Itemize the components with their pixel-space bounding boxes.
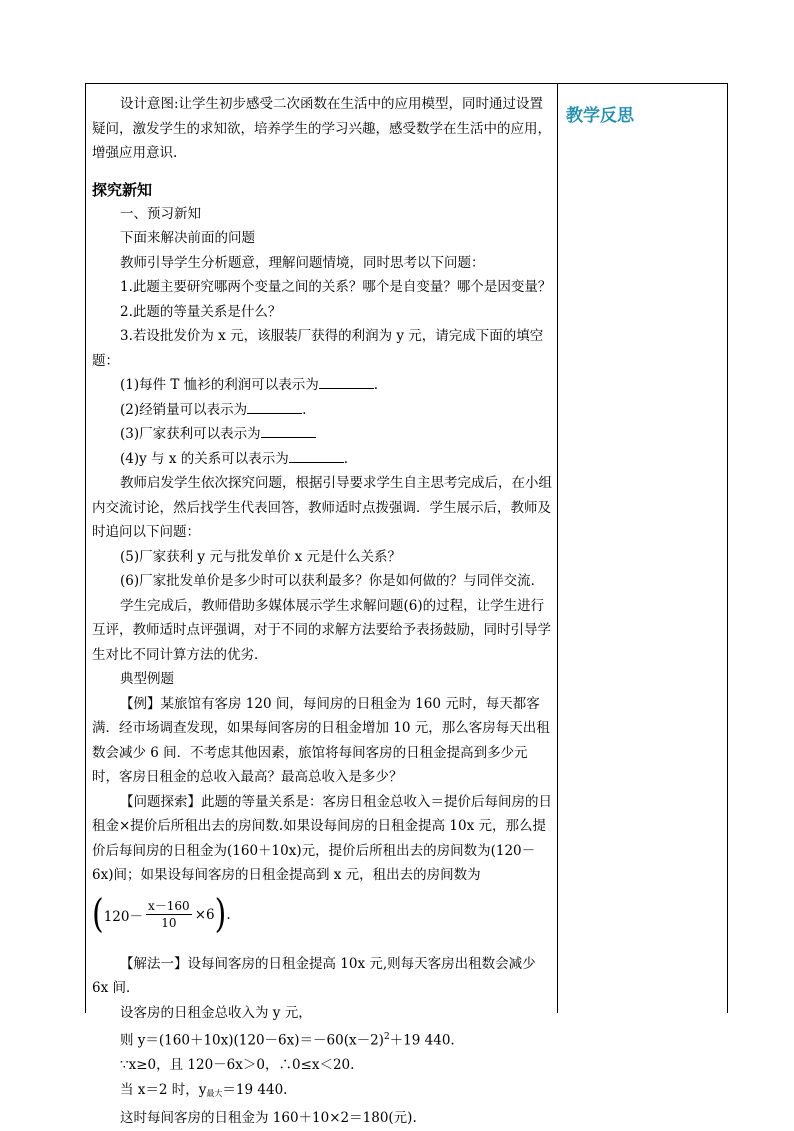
step-5: 这时每间客房的日租金为 160＋10×2＝180(元). — [120, 1110, 417, 1126]
fraction — [146, 898, 192, 931]
question-1: 1.此题主要研究哪两个变量之间的关系？哪个是自变量？哪个是因变量？ — [120, 279, 552, 295]
preview-heading: 一、预习新知 — [120, 205, 201, 222]
method-1: 【解法一】设每间客房的日租金提高 10x 元,则每天客房出租数会减少 6x 间． — [92, 955, 536, 996]
step-3: ∵x≥0，且 120－6x＞0，∴0≤x＜20. — [120, 1057, 355, 1073]
example-problem: 【例】某旅馆有客房 120 间，每间房的日租金为 160 元时，每天都客满．经市场调查发现，如果每间客房的日租金增加 10 元，那么客房每天出租数会减少 6 间．不考虑其他因素，旅馆将每间客房的日租金提高到多少元时，客房日租金的总收入最高？最高总收入是多少？ — [92, 695, 550, 785]
blank-2: (2)经销量可以表示为 . — [92, 398, 552, 423]
blank-3: (3)厂家获利可以表示为 — [92, 422, 552, 447]
question-6: (6)厂家批发单价是多少时可以获利最多？你是如何做的？与同伴交流． — [120, 573, 545, 589]
example-heading: 典型例题 — [120, 671, 174, 687]
formula-left: 120－ — [103, 908, 143, 925]
fraction-numerator: x－160 — [148, 899, 190, 913]
problem-explore: 【问题探索】此题的等量关系是：客房日租金总收入＝提价后每间房的日租金×提价后所租出去的房间数.如果设每间房的日租金提高 10x 元，那么提价后每间房的日租金为(160＋10x)元，提价后所租出去的房间数为(120－6x)间；如果设每间客房的日租金提高到 x 元，租出去的房间数为 — [92, 793, 552, 883]
blank-4: (4)y 与 x 的关系可以表示为 . — [92, 447, 552, 472]
fraction-denominator: 10 — [161, 916, 177, 930]
after-text: 学生完成后，教师借助多媒体展示学生求解问题(6)的过程，让学生进行互评，教师适时点评强调，对于不同的求解方法要给予表扬鼓励，同时引导学生对比不同计算方法的优劣． — [92, 597, 551, 663]
main-content — [92, 92, 552, 1131]
room-count-formula — [92, 890, 552, 940]
left-paren: ( — [92, 891, 104, 938]
preview-intro2: 教师引导学生分析题意，理解问题情境，同时思考以下问题： — [120, 254, 485, 271]
column-divider — [557, 83, 558, 1013]
question-5: (5)厂家获利 y 元与批发单价 x 元是什么关系？ — [120, 548, 402, 565]
question-3: 3.若设批发价为 x 元，该服装厂获得的利润为 y 元，请完成下面的填空题： — [92, 328, 544, 369]
step-2: 则 $y=(160+10x)(120-6x)=-60(x-2)^2+19$ 440. — [120, 1032, 455, 1049]
formula-end: . — [226, 906, 231, 923]
right-border — [727, 83, 728, 1013]
question-2: 2.此题的等量关系是什么？ — [120, 303, 282, 320]
left-border — [85, 83, 86, 1013]
reflection-title: 教学反思 — [566, 106, 634, 126]
design-intent: 设计意图:让学生初步感受二次函数在生活中的应用模型，同时通过设置疑问，激发学生的求知欲，培养学生的学习兴趣，感受数学在生活中的应用，增强应用意识. — [92, 96, 551, 161]
step-4: 当 x＝2 时，$y_{最大}=19$ 440. — [120, 1081, 288, 1098]
right-paren: ) — [214, 891, 227, 938]
preview-intro1: 下面来解决前面的问题 — [120, 230, 255, 246]
blank-1: (1)每件 T 恤衫的利润可以表示为 . — [92, 373, 552, 398]
top-border — [85, 83, 728, 84]
teacher-guide: 教师启发学生依次探究问题，根据引导要求学生自主思考完成后，在小组内交流讨论，然后找学生代表回答，教师适时点拨强调．学生展示后，教师及时追问以下问题： — [92, 475, 552, 540]
step-1: 设客房的日租金总收入为 y 元， — [120, 1004, 312, 1021]
section-title: 探究新知 — [92, 180, 153, 199]
formula-right: ×6 — [194, 906, 215, 923]
